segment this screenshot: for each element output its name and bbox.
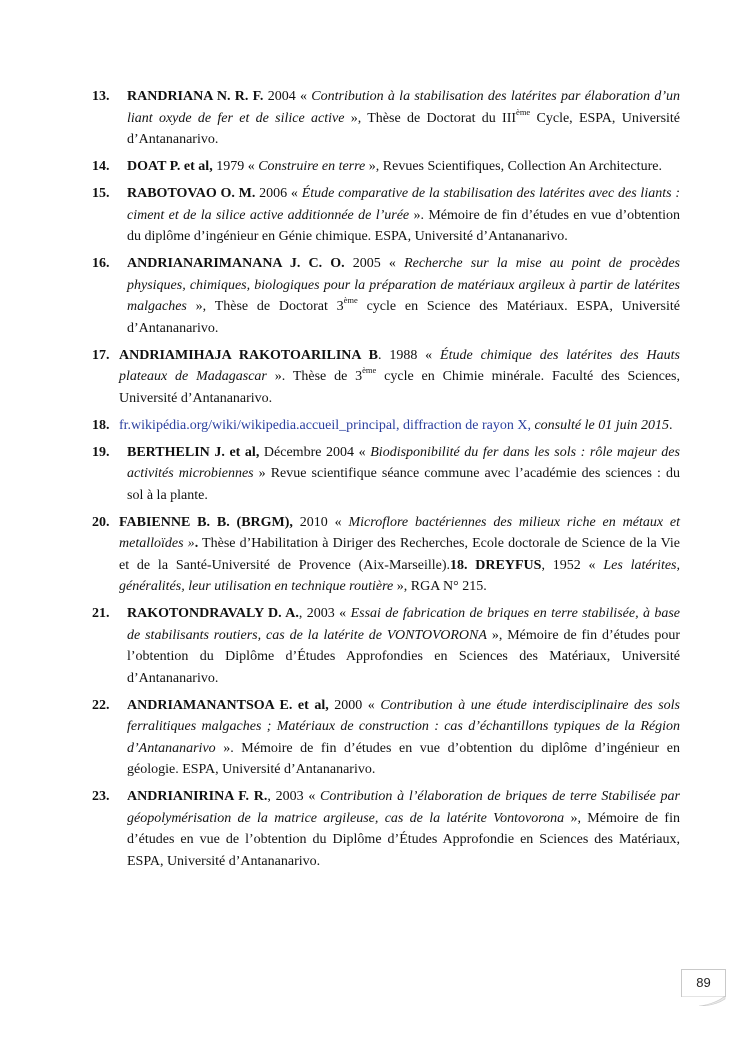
reference-text — [127, 186, 680, 244]
reference-text-run: Contribution à une étude interdisciplinaire des sols ferralitiques malgaches ; Matériaux de construction : cas d’échantillons typiques de la Région d’Antananarivo — [127, 697, 680, 756]
reference-text-run: . — [669, 417, 673, 433]
reference-text-run: 2004 « — [263, 89, 312, 104]
reference-text-run: 2010 « — [292, 514, 349, 530]
reference-link[interactable]: fr.wikipédia.org/wiki/wikipedia.accueil_principal, diffraction de rayon X, — [119, 417, 531, 433]
reference-text-run: . 1988 « — [377, 347, 441, 363]
reference-text — [119, 418, 673, 433]
reference-text-run: », Revues Scientifiques, Collection An Architecture. — [365, 159, 662, 174]
reference-text-run: ANDRIAMANANTSOA E. et al, — [127, 697, 329, 713]
reference-number: 22. — [92, 697, 110, 713]
reference-item-18 — [92, 415, 680, 437]
reference-item-16 — [92, 253, 680, 339]
reference-text-run: ANDRIANIRINA F. R. — [127, 789, 268, 804]
reference-text-run: Contribution à la stabilisation des latérites par élaboration d’un liant oxyde de fer et de silice active — [127, 89, 680, 126]
reference-text-run: , 2003 « — [298, 606, 351, 621]
reference-number: 19. — [92, 444, 110, 460]
reference-text-run: Étude comparative de la stabilisation des latérites avec des liants : ciment et de la silice active additionnée de l’urée — [127, 186, 680, 223]
reference-text-run: Thèse d’Habilitation à Diriger des Recherches, Ecole doctorale de Science de la Vie et de la Santé-Université de Provence (Aix-Marseille). — [119, 536, 681, 573]
reference-item-20 — [92, 512, 680, 598]
reference-text-run: ème — [343, 295, 358, 306]
reference-text-run: », RGA N° 215. — [393, 579, 487, 594]
reference-text-run: Contribution à l’élaboration de briques de terre Stabilisée par géopolymérisation de la matrice argileuse, cas de la latérite Vontovorona — [127, 789, 681, 826]
reference-text-run: consulté le 01 juin 2015 — [530, 417, 670, 433]
reference-item-23 — [92, 786, 680, 872]
reference-number: 23. — [92, 789, 110, 804]
reference-item-22 — [92, 695, 680, 781]
reference-text-run: Décembre 2004 « — [259, 444, 371, 460]
reference-number: 13. — [92, 89, 110, 104]
reference-text — [119, 348, 680, 406]
reference-text-run: », Mémoire de fin d’études en vue de l’obtention du Diplôme d’Études Approfondie en Sciences des Matériaux, ESPA, Université d’Antananarivo. — [127, 810, 680, 869]
reference-text-run: 2005 « — [344, 256, 405, 271]
reference-text-run: RAKOTONDRAVALY D. A. — [127, 606, 299, 621]
reference-text-run: , 2003 « — [267, 789, 321, 804]
reference-text — [127, 698, 680, 778]
reference-text-run: DOAT P. et al, — [127, 159, 213, 174]
reference-text-run: » Revue scientifique séance commune avec l’académie des sciences : du sol à la plante. — [127, 466, 680, 503]
reference-number: 14. — [92, 159, 110, 174]
reference-item-19 — [92, 442, 680, 507]
reference-item-13 — [92, 86, 680, 151]
reference-text-run: » — [183, 536, 195, 551]
reference-text-run: . — [194, 536, 199, 551]
reference-number: 15. — [92, 186, 110, 201]
reference-text-run: Recherche sur la mise au point de procèdes physiques, chimiques, biologiques pour la préparation de matériaux argileux à partir de latérites malgaches — [127, 256, 681, 314]
reference-item-14 — [92, 156, 680, 178]
reference-text-run: cycle en Science des Matériaux. ESPA, Université d’Antananarivo. — [127, 299, 680, 336]
reference-text-run: 1979 « — [212, 159, 259, 174]
reference-number: 21. — [92, 606, 110, 621]
reference-text-run: FABIENNE B. B. (BRGM), — [119, 514, 293, 530]
reference-text-run: 2006 « — [255, 186, 302, 201]
reference-text-run: ANDRIAMIHAJA RAKOTOARILINA B — [119, 347, 378, 363]
reference-text — [127, 789, 680, 869]
reference-text-run: Microflore bactériennes des milieux riche en métaux et metalloïdes — [119, 514, 681, 551]
reference-text-run: ANDRIANARIMANANA J. C. O. — [127, 256, 345, 271]
reference-text-run: ». Mémoire de fin d’études en vue d’obtention du diplôme d’ingénieur en Génie chimique. ESPA, Université d’Antananarivo. — [127, 207, 680, 244]
reference-text-run: », Mémoire de fin d’études pour l’obtention du Diplôme d’Études Approfondies en Sciences des Matériaux, Université d’Antananarivo. — [127, 627, 680, 686]
reference-text-run: Biodisponibilité du fer dans les sols : rôle majeur des activités microbiennes — [127, 444, 680, 481]
reference-text — [119, 515, 680, 595]
reference-text-run: Essai de fabrication de briques en terre stabilisée, à base de stabilisants routiers, cas de la latérite de VONTOVORONA — [127, 606, 681, 643]
reference-item-15 — [92, 183, 680, 248]
reference-text — [127, 159, 662, 174]
reference-text — [127, 445, 680, 503]
reference-number: 16. — [92, 256, 110, 271]
reference-text-run: ». Mémoire de fin d’études en vue d’obtention du diplôme d’ingénieur en géologie. ESPA, Université d’Antananarivo. — [127, 740, 680, 777]
reference-text-run: Cycle, ESPA, Université d’Antananarivo. — [127, 110, 681, 147]
reference-text-run: cycle en Chimie minérale. Faculté des Sciences, Université d’Antananarivo. — [119, 369, 681, 406]
reference-text-run: Construire en terre — [258, 159, 366, 174]
page-number: 89 — [696, 975, 711, 990]
reference-text-run: ème — [516, 106, 531, 117]
reference-number: 18. — [92, 417, 110, 433]
reference-text-run: ». Thèse de 3 — [266, 369, 363, 384]
reference-text-run: », Thèse de Doctorat 3 — [186, 299, 344, 314]
reference-text — [127, 256, 680, 336]
page-curl-decoration — [681, 996, 726, 1006]
reference-number: 17. — [92, 347, 110, 363]
reference-text-run: RABOTOVAO O. M. — [127, 186, 256, 201]
reference-item-21 — [92, 603, 680, 689]
reference-number: 20. — [92, 514, 110, 530]
reference-item-17 — [92, 345, 680, 410]
reference-text-run: Les latérites, généralités, leur utilisation en technique routière — [119, 557, 680, 594]
reference-text-run: , 1952 « — [541, 557, 604, 573]
reference-list — [92, 86, 680, 878]
reference-text-run: ème — [362, 365, 377, 376]
reference-text — [127, 89, 680, 147]
reference-text-run: 2000 « — [328, 697, 381, 713]
page-number-box — [681, 969, 726, 997]
reference-text-run: RANDRIANA N. R. F. — [127, 89, 264, 104]
reference-text — [127, 606, 680, 686]
reference-text-run: BERTHELIN J. et al, — [127, 444, 260, 460]
reference-text-run: », Thèse de Doctorat du III — [344, 110, 517, 126]
reference-text-run: Étude chimique des latérites des Hauts plateaux de Madagascar — [119, 347, 680, 384]
reference-text-run: 18. DREYFUS — [450, 557, 542, 573]
